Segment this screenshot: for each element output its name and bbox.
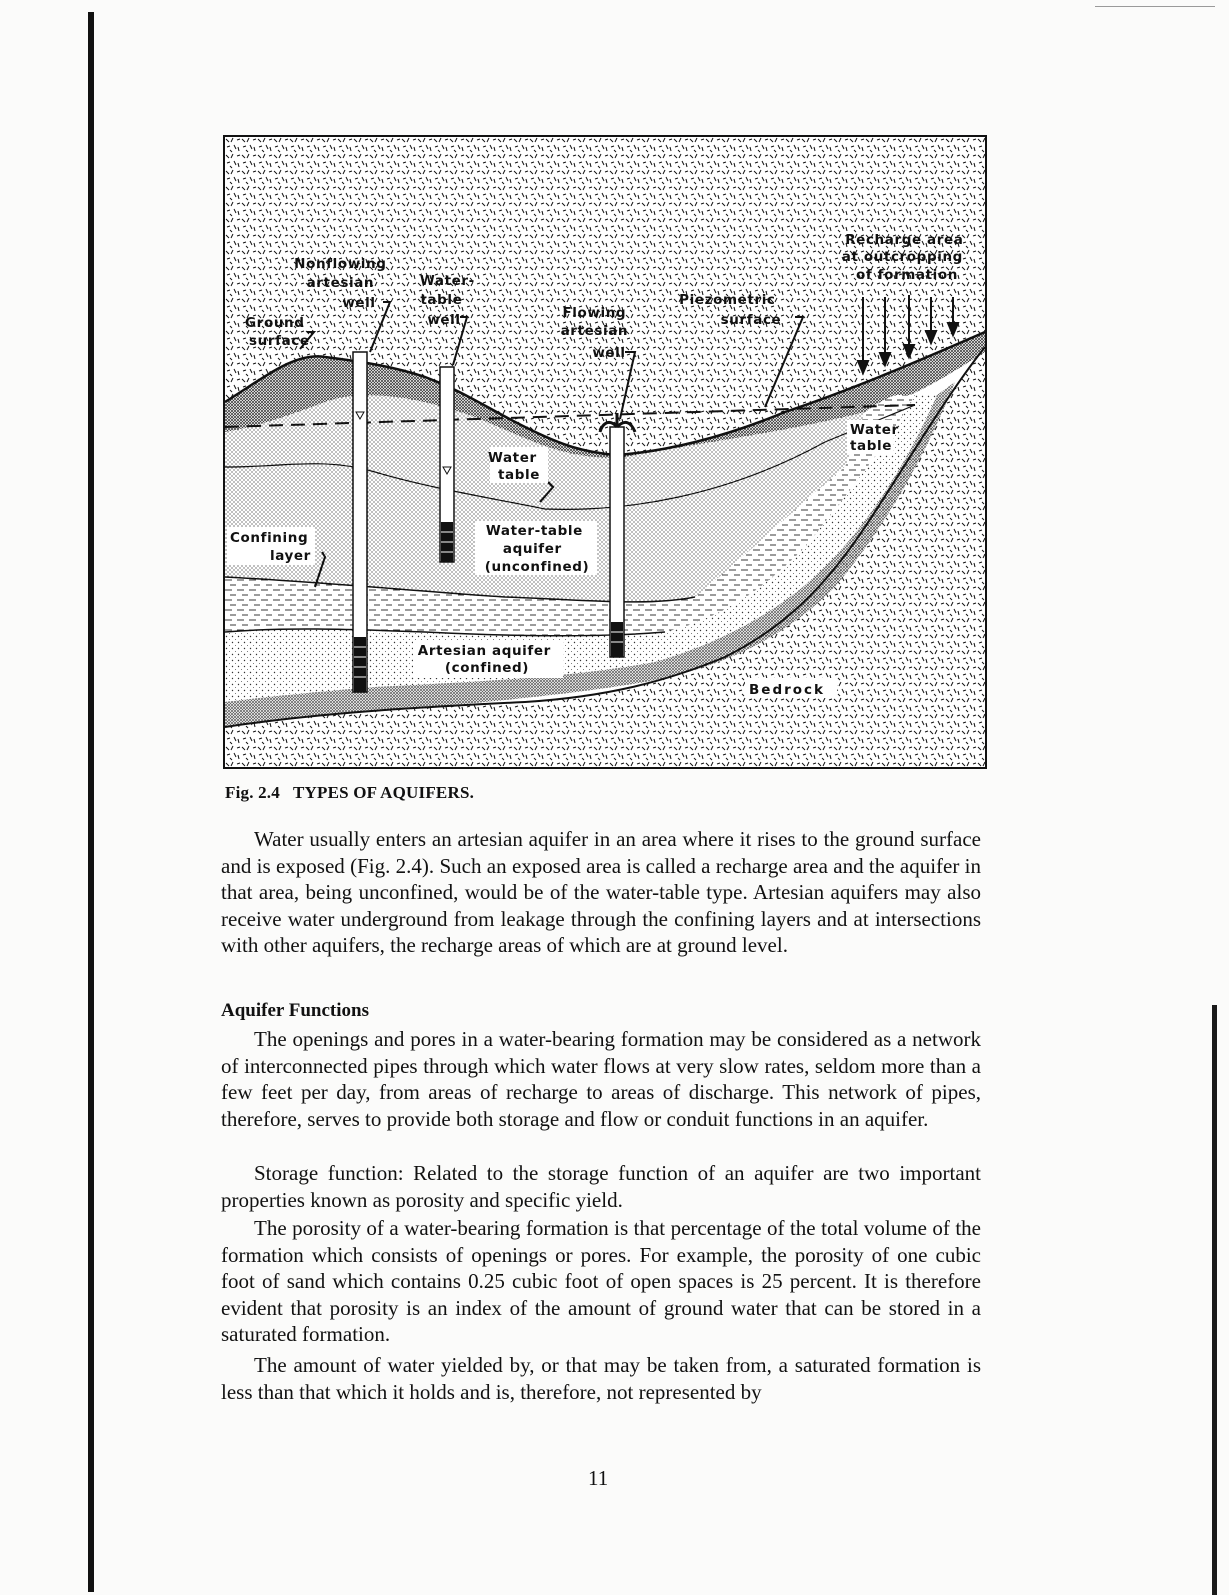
label-water-table-aquifer: Water-table aquifer (unconfined) [484, 523, 590, 575]
paragraph-porosity [221, 1215, 981, 1348]
paragraph-1-text: Water usually enters an artesian aquifer in an area where it rises to the ground surface and is exposed (Fig. 2.4). Such an exposed area is called a recharge area and the aquifer in that area, being unconfined, would be of the water-table type. Artesian aquifers may also receive water underground from leakage through the confining layers and at intersections with other aquifers, the recharge areas of which are at ground level. [221, 827, 981, 957]
label-water-table-well: Water- table well [419, 273, 475, 328]
paragraph-functions [221, 1026, 981, 1132]
scan-edge-left [88, 12, 94, 1592]
section-heading: Aquifer Functions [221, 1000, 369, 1021]
paragraph-5-text: The amount of water yielded by, or that may be taken from, a saturated formation is less than that which it holds and is, therefore, not represented by [221, 1353, 981, 1404]
paragraph-2-text: The openings and pores in a water-bearing formation may be considered as a network of interconnected pipes through which water flows at very slow rates, seldom more than a few feet per day, from areas of recharge to areas of discharge. This network of pipes, therefore, serves to provide both storage and flow or conduit functions in an aquifer. [221, 1027, 981, 1131]
label-bedrock: Bedrock [749, 682, 826, 698]
figure-caption [225, 783, 474, 803]
label-recharge-area: Recharge area at outcropping of formation [841, 232, 964, 283]
figure-caption-title: TYPES OF AQUIFERS. [293, 783, 475, 802]
scan-edge-right [1212, 1005, 1217, 1595]
nonflowing-artesian-well [353, 352, 367, 692]
paragraph-storage [221, 1160, 981, 1213]
aquifer-diagram [225, 137, 985, 767]
figure-caption-number: Fig. 2.4 [225, 783, 280, 802]
paragraph-4-text: The porosity of a water-bearing formation is that percentage of the total volume of the formation which consists of openings or pores. For example, the porosity of one cubic foot of sand which contains 0.25 cubic foot of open spaces is 25 percent. It is therefore evident that porosity is an index of the amount of ground water that can be stored in a saturated formation. [221, 1216, 981, 1346]
page-number: 11 [588, 1466, 609, 1490]
water-table-well [440, 367, 454, 562]
label-nonflowing-well: Nonflowing artesian well [294, 256, 387, 311]
label-artesian-aquifer: Artesian aquifer (confined) [417, 643, 551, 676]
scan-mark-top [1095, 6, 1215, 7]
paragraph-recharge [221, 826, 981, 959]
label-water-table-right: Water table [850, 422, 899, 454]
label-ground-surface: Ground surface [245, 315, 310, 349]
paragraph-yield [221, 1352, 981, 1405]
label-confining-layer: Confining layer [230, 530, 311, 564]
label-flowing-well: Flowing artesian well [560, 305, 629, 361]
label-water-table-mid: Water table [487, 450, 541, 483]
paragraph-3-text: Storage function: Related to the storage function of an aquifer are two important properties known as porosity and specific yield. [221, 1161, 981, 1212]
aquifer-figure [223, 135, 987, 769]
label-piezometric-surface: Piezometric surface [679, 292, 782, 328]
